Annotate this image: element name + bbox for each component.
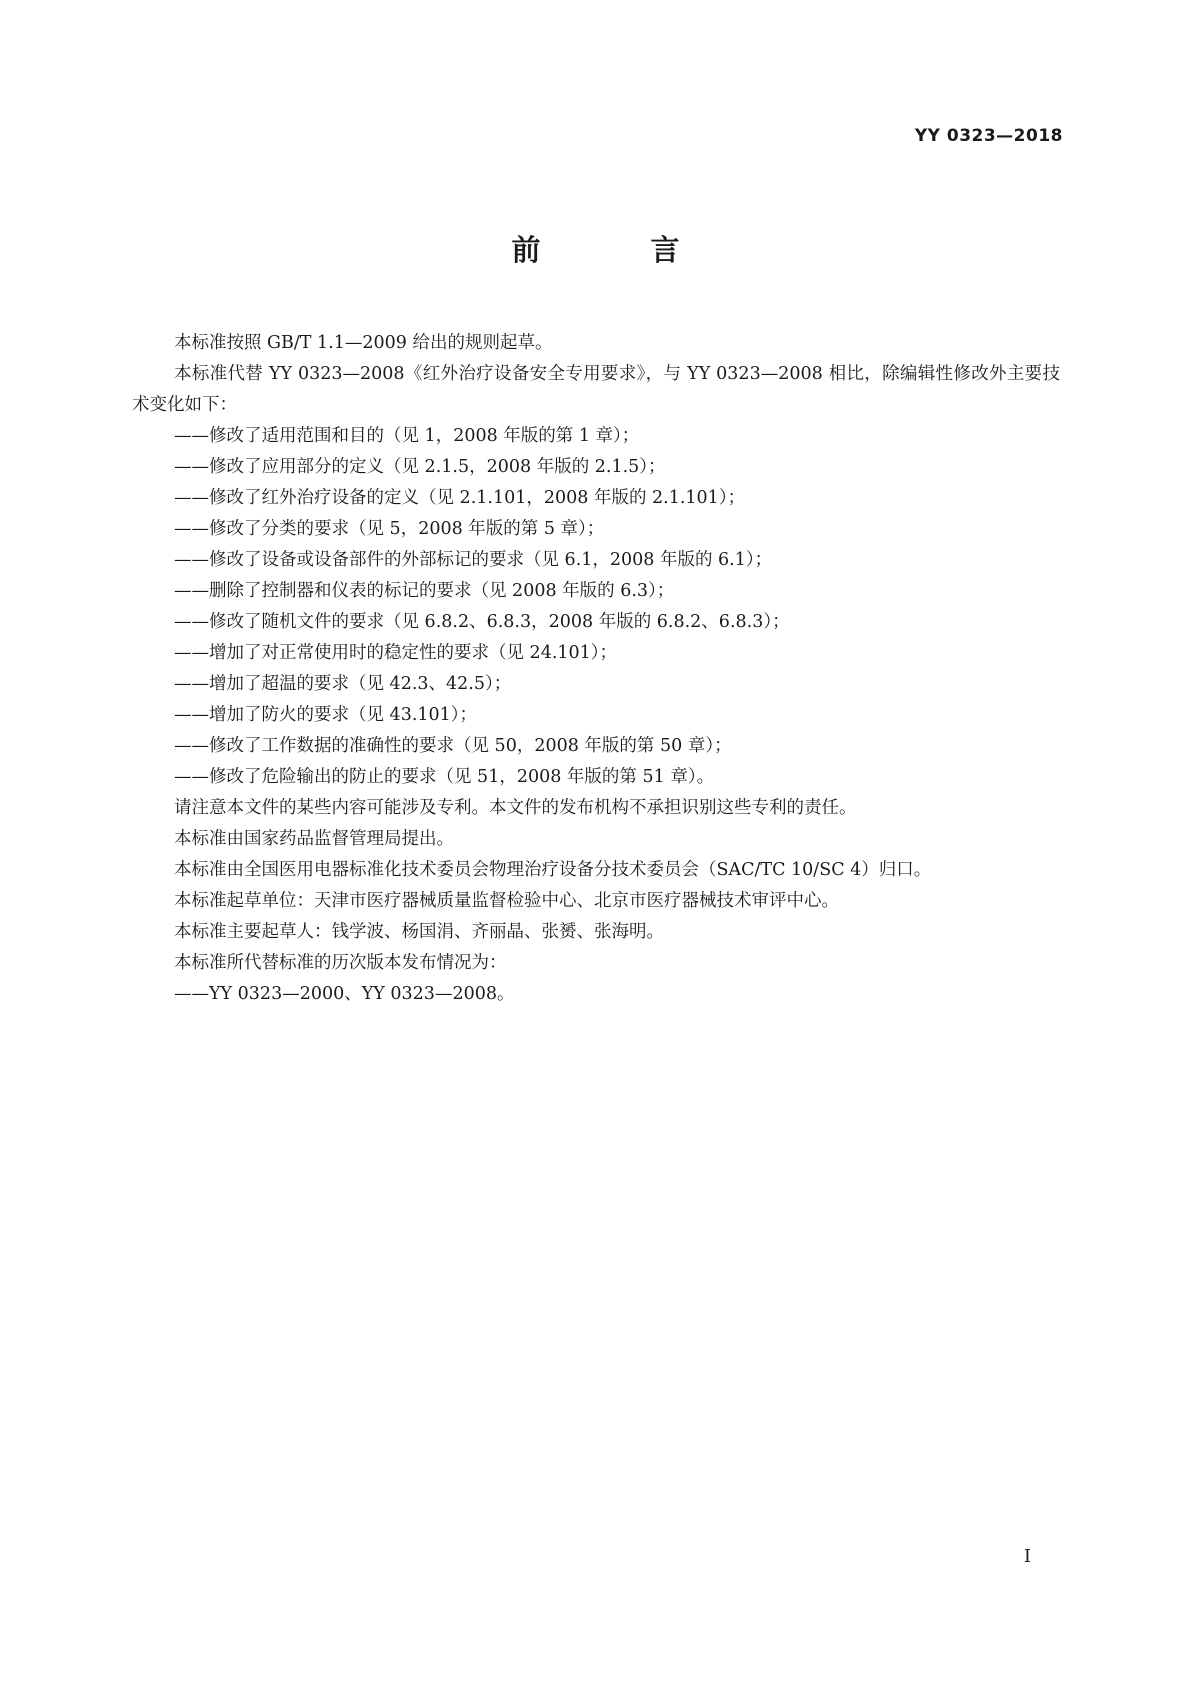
list-item: ——修改了应用部分的定义（见 2.1.5，2008 年版的 2.1.5）； [174, 457, 666, 477]
history-intro: 本标准所代替标准的历次版本发布情况为： [174, 953, 507, 973]
replaces-paragraph: 本标准代替 YY 0323—2008《红外治疗设备安全专用要求》，与 YY 0323—2008 相比，除编辑性修改外主要技术变化如下： [132, 364, 1060, 415]
page-title: 前 言 [511, 233, 730, 267]
list-item: ——修改了随机文件的要求（见 6.8.2、6.8.3，2008 年版的 6.8.2、6.8.3）； [174, 612, 790, 632]
list-item: ——修改了危险输出的防止的要求（见 51，2008 年版的第 51 章）。 [174, 767, 715, 787]
page-number: I [1023, 1546, 1031, 1567]
list-item: ——YY 0323—2000、YY 0323—2008。 [174, 984, 515, 1004]
list-item: ——删除了控制器和仪表的标记的要求（见 2008 年版的 6.3）； [174, 581, 675, 601]
history-list [132, 979, 1060, 1010]
list-item: ——修改了工作数据的准确性的要求（见 50，2008 年版的第 50 章）； [174, 736, 732, 756]
changes-list [132, 421, 1060, 793]
centralized-by: 本标准由全国医用电器标准化技术委员会物理治疗设备分技术委员会（SAC/TC 10/SC 4）归口。 [174, 860, 932, 880]
list-item: ——增加了超温的要求（见 42.3、42.5）； [174, 674, 512, 694]
list-item: ——修改了适用范围和目的（见 1，2008 年版的第 1 章）； [174, 426, 640, 446]
list-item: ——增加了对正常使用时的稳定性的要求（见 24.101）； [174, 643, 618, 663]
standard-code: YY 0323—2018 [914, 126, 1063, 146]
list-item: ——修改了分类的要求（见 5，2008 年版的第 5 章）； [174, 519, 605, 539]
drafters: 本标准主要起草人：钱学波、杨国涓、齐丽晶、张赟、张海明。 [174, 922, 664, 942]
rule-paragraph: 本标准按照 GB/T 1.1—2009 给出的规则起草。 [174, 333, 553, 353]
proposed-by: 本标准由国家药品监督管理局提出。 [174, 829, 454, 849]
list-item: ——增加了防火的要求（见 43.101）； [174, 705, 478, 725]
drafting-units: 本标准起草单位：天津市医疗器械质量监督检验中心、北京市医疗器械技术审评中心。 [174, 891, 839, 911]
patent-notice: 请注意本文件的某些内容可能涉及专利。本文件的发布机构不承担识别这些专利的责任。 [174, 798, 857, 818]
list-item: ——修改了红外治疗设备的定义（见 2.1.101，2008 年版的 2.1.101）； [174, 488, 746, 508]
foreword-body [132, 328, 1060, 1010]
list-item: ——修改了设备或设备部件的外部标记的要求（见 6.1，2008 年版的 6.1）； [174, 550, 773, 570]
